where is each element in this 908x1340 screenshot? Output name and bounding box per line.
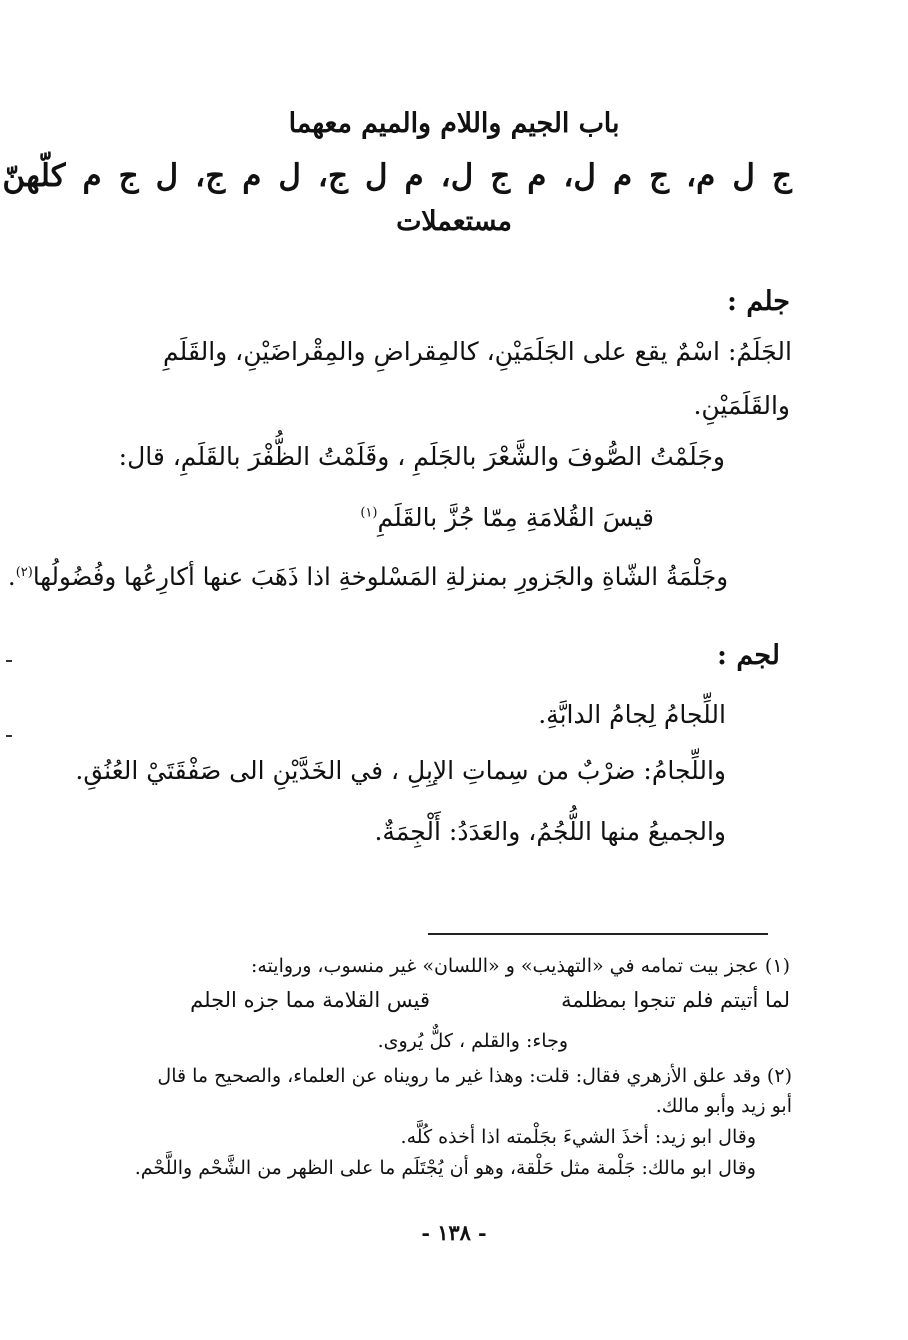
footnote-2-line-1: (٢) وقد علق الأزهري فقال: قلت: وهذا غير ما رويناه عن العلماء، والصحيح ما قال [157, 1065, 792, 1087]
footnote-1-verse-first-half: لما أتيتم فلم تنجوا بمظلمة [561, 988, 790, 1012]
entry-heading-lajam: لجم : [717, 640, 780, 671]
footnote-ref-1: (١) [360, 505, 378, 521]
jalam-line-4: وجَلْمَةُ الشّاةِ والجَزورِ بمنزلةِ المَسْلوخةِ اذا ذَهَبَ عنها أكارِعُها وفُضُولُها$^{(٢)}$. [7, 562, 728, 591]
chapter-subtitle: مستعملات [396, 206, 512, 237]
chapter-title: باب الجيم واللام والميم معهما [288, 108, 620, 139]
lajam-line-2: واللِّجامُ: ضرْبٌ من سِماتِ الإبِلِ ، في الخَدَّيْنِ الى صَفْقَتَيْ العُنُقِ. [75, 756, 726, 785]
jalam-line-4-text: وجَلْمَةُ الشّاةِ والجَزورِ بمنزلةِ المَسْلوخةِ اذا ذَهَبَ عنها أكارِعُها وفُضُولُها [32, 562, 728, 591]
entry-heading-jalam: جلم : [727, 286, 790, 317]
scan-margin-mark [6, 660, 12, 662]
lajam-line-1: اللِّجامُ لِجامُ الدابَّةِ. [538, 700, 726, 729]
jalam-line-3: وجَلَمْتُ الصُّوفَ والشَّعْرَ بالجَلَمِ ، وقَلَمْتُ الظُّفْرَ بالقَلَمِ، قال: [118, 442, 725, 471]
footnote-divider [428, 933, 768, 935]
lajam-line-3: والجميعُ منها اللُّجُمُ، والعَدَدُ: أَلْجِمَةٌ. [374, 817, 726, 846]
jalam-line-2: والقَلَمَيْنِ. [693, 391, 790, 420]
footnote-ref-2: (٢) [15, 564, 33, 580]
poem-hemistich [360, 503, 654, 532]
footnote-2-line-2: أبو زيد وأبو مالك. [655, 1095, 792, 1117]
footnote-1-line-1: (١) عجز بيت تمامه في «التهذيب» و «اللسان» غير منسوب، وروايته: [250, 955, 790, 977]
footnote-1-verse-second-half: قيس القلامة مما جزه الجلم [190, 988, 430, 1012]
chapter-letter-permutations: ج ل م، ج م ل، م ج ل، م ل ج، ل م ج، ل ج م كلّهنّ [2, 158, 792, 194]
footnote-1-line-3: وجاء: والقلم ، كلٌّ يُروى. [377, 1030, 568, 1052]
footnote-2-line-3: وقال ابو زيد: أخذَ الشيءَ بجَلْمته اذا أخذه كُلَّه. [400, 1126, 756, 1148]
scan-margin-mark [6, 735, 12, 737]
page-number: - ١٣٨ - [421, 1220, 487, 1245]
poem-text: قيسَ القُلامَةِ مِمّا جُزَّ بالقَلَمِ [377, 503, 654, 532]
footnote-2-line-4: وقال ابو مالك: جَلْمة مثل حَلْقة، وهو أن يُجْتَلَم ما على الظهر من الشَّحْم واللَّحْم. [134, 1157, 756, 1179]
jalam-line-1: الجَلَمُ: اسْمٌ يقع على الجَلَمَيْنِ، كالمِقراضِ والمِقْراضَيْنِ، والقَلَمِ [163, 337, 792, 366]
